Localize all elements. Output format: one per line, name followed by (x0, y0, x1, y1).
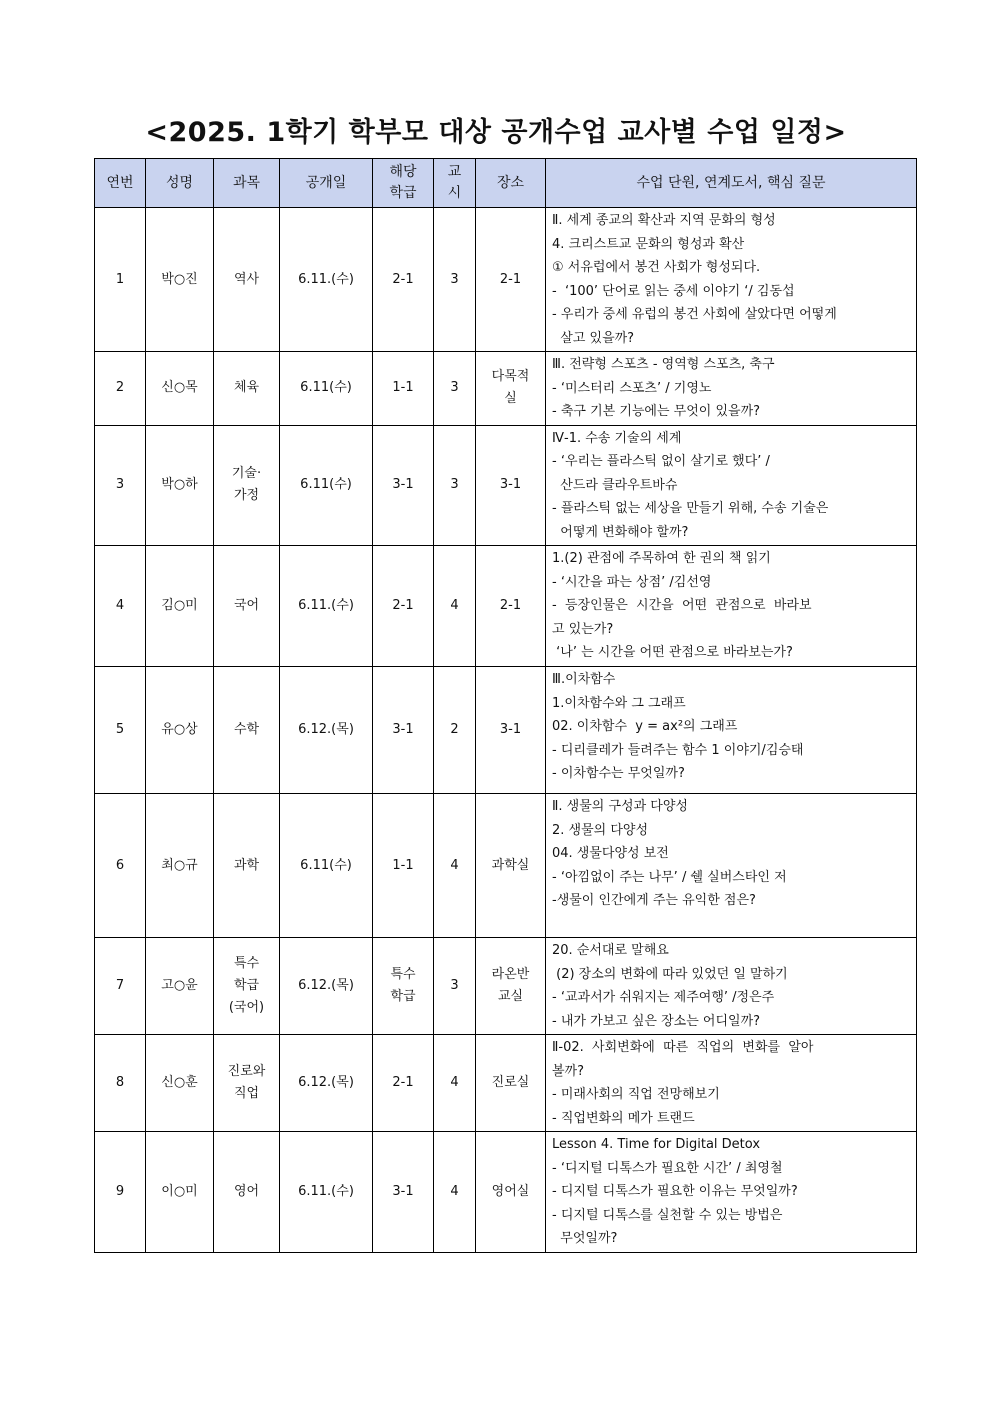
cell-place (476, 546, 546, 667)
content-line: - 이차함수는 무엇일까? (552, 766, 685, 781)
cell-place-line: 다목적 (491, 369, 530, 385)
cell-place (476, 938, 546, 1035)
cell-subject-line: 직업 (233, 1086, 260, 1101)
header-period-line: 교 (447, 164, 462, 180)
cell-name: 김○미 (146, 546, 214, 667)
cell-period: 3 (434, 425, 476, 546)
header-grade-class (373, 159, 434, 208)
header-no: 연번 (95, 159, 146, 208)
content-line: - 등장인물은 시간을 어떤 관점으로 바라보 (552, 598, 812, 613)
cell-subject (214, 425, 280, 546)
cell-subject (214, 546, 280, 667)
cell-grade-class-line: 1-1 (392, 857, 414, 873)
header-name: 성명 (146, 159, 214, 208)
cell-period: 4 (434, 1035, 476, 1132)
cell-name: 박○하 (146, 425, 214, 546)
content-line: - 디리클레가 들려주는 함수 1 이야기/김승태 (552, 742, 804, 758)
table-row (95, 938, 917, 1035)
cell-content (546, 794, 917, 938)
cell-subject-line: 영어 (233, 1183, 260, 1199)
header-subject: 과목 (214, 159, 280, 208)
content-line: - 내가 가보고 싶은 장소는 어디일까? (552, 1013, 761, 1029)
content-line: - 플라스틱 없는 세상을 만들기 위해, 수송 기술은 (552, 501, 829, 516)
cell-name: 신○목 (146, 352, 214, 426)
cell-subject-line: 진로와 (227, 1064, 266, 1079)
cell-period: 4 (434, 794, 476, 938)
cell-subject-line: 가정 (233, 488, 260, 504)
cell-place (476, 208, 546, 352)
cell-subject (214, 794, 280, 938)
cell-subject-line: (국어) (228, 1000, 265, 1015)
cell-subject-line: 과학 (233, 857, 260, 873)
cell-grade-class-line: 3-1 (392, 1183, 414, 1199)
cell-date: 6.12.(목) (280, 667, 373, 794)
cell-date: 6.12.(목) (280, 938, 373, 1035)
content-line: - 디지털 디톡스를 실천할 수 있는 방법은 (552, 1207, 783, 1223)
cell-period: 3 (434, 208, 476, 352)
cell-grade-class-line: 2-1 (392, 1075, 414, 1090)
content-line: - 직업변화의 메가 트랜드 (552, 1110, 695, 1126)
cell-grade-class (373, 208, 434, 352)
cell-no: 1 (95, 208, 146, 352)
cell-subject (214, 208, 280, 352)
content-line: Ⅳ-1. 수송 기술의 세계 (552, 430, 682, 446)
cell-subject-line: 체육 (233, 380, 260, 396)
content-line: 살고 있을까? (552, 330, 635, 346)
cell-period: 2 (434, 667, 476, 794)
cell-content (546, 938, 917, 1035)
cell-name: 유○상 (146, 667, 214, 794)
header-place: 장소 (476, 159, 546, 208)
table-row (95, 352, 917, 426)
content-line: 20. 순서대로 말해요 (552, 943, 669, 958)
cell-grade-class-line: 3-1 (392, 477, 414, 493)
cell-grade-class (373, 938, 434, 1035)
content-line: 산드라 클라우트바슈 (552, 477, 678, 493)
table-body (95, 208, 917, 1253)
cell-no: 3 (95, 425, 146, 546)
cell-subject (214, 667, 280, 794)
content-line: - ‘100’ 단어로 읽는 중세 이야기 ‘/ 김동섭 (552, 283, 795, 299)
cell-place-line: 진로실 (491, 1075, 530, 1090)
content-line: 1.이차함수와 그 그래프 (552, 695, 686, 711)
cell-grade-class-line: 2-1 (392, 271, 414, 287)
content-line: 볼까? (552, 1063, 585, 1079)
table-row (95, 1035, 917, 1132)
cell-period: 3 (434, 352, 476, 426)
content-line: - ‘미스터리 스포츠’ / 기영노 (552, 380, 712, 396)
content-line: - 디지털 디톡스가 필요한 이유는 무엇일까? (552, 1184, 798, 1199)
cell-place-line: 영어실 (491, 1183, 530, 1199)
cell-subject-line: 기술· (231, 466, 262, 482)
cell-grade-class (373, 667, 434, 794)
cell-place-line: 과학실 (491, 857, 530, 873)
cell-place-line: 교실 (497, 989, 524, 1004)
table-row (95, 546, 917, 667)
cell-date: 6.11(수) (280, 425, 373, 546)
cell-grade-class (373, 1035, 434, 1132)
cell-date: 6.11(수) (280, 352, 373, 426)
cell-place-line: 2-1 (499, 271, 522, 287)
cell-name: 고○윤 (146, 938, 214, 1035)
cell-no: 8 (95, 1035, 146, 1132)
table-row (95, 425, 917, 546)
cell-place-line: 라온반 (491, 967, 530, 982)
cell-grade-class (373, 546, 434, 667)
content-line: 2. 생물의 다양성 (552, 822, 649, 838)
cell-content (546, 208, 917, 352)
cell-period: 4 (434, 1132, 476, 1253)
cell-grade-class-line: 3-1 (392, 722, 414, 737)
header-date: 공개일 (280, 159, 373, 208)
content-line: ① 서유럽에서 봉건 사회가 형성되다. (552, 260, 761, 275)
cell-date: 6.11.(수) (280, 208, 373, 352)
cell-period: 4 (434, 546, 476, 667)
content-line: Ⅱ. 생물의 구성과 다양성 (552, 799, 688, 814)
cell-date: 6.11.(수) (280, 1132, 373, 1253)
content-line: Ⅱ-02. 사회변화에 따른 직업의 변화를 알아 (552, 1040, 814, 1055)
cell-place (476, 425, 546, 546)
header-period (434, 159, 476, 208)
cell-place (476, 352, 546, 426)
cell-no: 4 (95, 546, 146, 667)
cell-place (476, 667, 546, 794)
cell-name: 이○미 (146, 1132, 214, 1253)
cell-subject (214, 1035, 280, 1132)
cell-date: 6.11(수) (280, 794, 373, 938)
content-line: - ‘우리는 플라스틱 없이 살기로 했다’ / (552, 454, 770, 469)
cell-grade-class (373, 352, 434, 426)
cell-grade-class (373, 425, 434, 546)
content-line: - ‘디지털 디톡스가 필요한 시간’ / 최영철 (552, 1160, 783, 1176)
cell-no: 2 (95, 352, 146, 426)
cell-grade-class-line: 2-1 (392, 598, 414, 613)
cell-subject-line: 역사 (233, 271, 260, 287)
content-line: -생물이 인간에게 주는 유익한 점은? (552, 893, 756, 908)
cell-place-line: 2-1 (499, 598, 522, 613)
header-grade-class-line: 학급 (389, 185, 417, 201)
cell-date: 6.11.(수) (280, 546, 373, 667)
cell-content (546, 425, 917, 546)
cell-subject (214, 1132, 280, 1253)
content-line: 무엇일까? (552, 1231, 618, 1246)
cell-name: 최○규 (146, 794, 214, 938)
content-line: (2) 장소의 변화에 따라 있었던 일 말하기 (552, 966, 788, 982)
cell-content (546, 352, 917, 426)
header-row (95, 159, 917, 208)
content-line: 04. 생물다양성 보전 (552, 846, 669, 861)
content-line: Ⅱ. 세계 종교의 확산과 지역 문화의 형성 (552, 213, 776, 228)
cell-grade-class-line: 1-1 (392, 380, 414, 396)
content-line: Ⅲ. 전략형 스포츠 - 영역형 스포츠, 축구 (552, 357, 775, 372)
cell-place-line: 3-1 (499, 477, 522, 493)
cell-name: 신○훈 (146, 1035, 214, 1132)
content-line: - 미래사회의 직업 전망해보기 (552, 1087, 720, 1102)
header-period-line: 시 (447, 185, 462, 201)
content-line: Ⅲ.이차함수 (552, 672, 616, 687)
cell-no: 9 (95, 1132, 146, 1253)
table-row (95, 667, 917, 794)
table-row (95, 794, 917, 938)
content-line: 4. 크리스트교 문화의 형성과 확산 (552, 236, 745, 252)
content-line: - ‘교과서가 쉬워지는 제주여행’ /정은주 (552, 990, 775, 1005)
content-line: Lesson 4. Time for Digital Detox (552, 1137, 761, 1152)
content-line: 어떻게 변화해야 할까? (552, 524, 689, 540)
cell-no: 5 (95, 667, 146, 794)
cell-period: 3 (434, 938, 476, 1035)
cell-no: 6 (95, 794, 146, 938)
cell-subject-line: 국어 (233, 598, 260, 613)
page-title: <2025. 1학기 학부모 대상 공개수업 교사별 수업 일정> (145, 117, 847, 148)
cell-subject-line: 수학 (233, 722, 260, 737)
cell-subject-line: 학급 (233, 978, 260, 993)
cell-grade-class-line: 학급 (390, 989, 416, 1004)
cell-subject (214, 352, 280, 426)
content-line: ‘나’ 는 시간을 어떤 관점으로 바라보는가? (552, 645, 793, 660)
cell-place-line: 실 (504, 391, 517, 407)
cell-no: 7 (95, 938, 146, 1035)
cell-content (546, 546, 917, 667)
table-row (95, 208, 917, 352)
cell-place (476, 1035, 546, 1132)
cell-name: 박○진 (146, 208, 214, 352)
cell-place (476, 794, 546, 938)
content-line: - 우리가 중세 유럽의 봉건 사회에 살았다면 어떻게 (552, 307, 837, 322)
cell-content (546, 1035, 917, 1132)
content-line: 02. 이차함수 y = ax²의 그래프 (552, 719, 738, 734)
content-line: - ‘아낌없이 주는 나무’ / 쉘 실버스타인 저 (552, 869, 787, 885)
cell-grade-class-line: 특수 (390, 967, 416, 982)
cell-grade-class (373, 794, 434, 938)
header-grade-class-line: 해당 (389, 164, 417, 180)
table-row (95, 1132, 917, 1253)
cell-grade-class (373, 1132, 434, 1253)
cell-subject-line: 특수 (233, 956, 260, 971)
content-line: - ‘시간을 파는 상점’ /김선영 (552, 574, 712, 590)
cell-content (546, 1132, 917, 1253)
content-line: - 축구 기본 기능에는 무엇이 있을까? (552, 404, 761, 419)
cell-subject (214, 938, 280, 1035)
content-line: 1.(2) 관점에 주목하여 한 권의 책 읽기 (552, 551, 771, 566)
content-line: 고 있는가? (552, 621, 614, 637)
header-content: 수업 단원, 연계도서, 핵심 질문 (546, 159, 917, 208)
cell-date: 6.12.(목) (280, 1035, 373, 1132)
cell-place-line: 3-1 (499, 722, 522, 737)
cell-place (476, 1132, 546, 1253)
schedule-table (94, 158, 917, 1253)
cell-content (546, 667, 917, 794)
